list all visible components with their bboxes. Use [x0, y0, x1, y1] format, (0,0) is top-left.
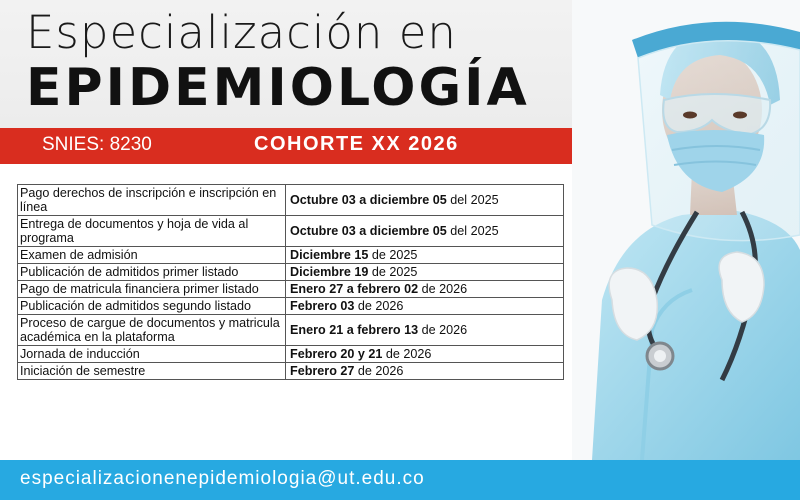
table-row — [18, 247, 564, 264]
page-title-line2: EPIDEMIOLOGÍA — [26, 58, 530, 118]
date-cell — [286, 346, 564, 363]
date-year: de 2025 — [368, 248, 418, 262]
activity-cell: Pago derechos de inscripción e inscripción en línea — [18, 185, 286, 216]
date-year: de 2026 — [418, 323, 468, 337]
activity-cell: Proceso de cargue de documentos y matricula académica en la plataforma — [18, 315, 286, 346]
date-year: de 2026 — [418, 282, 468, 296]
date-year: del 2025 — [446, 193, 499, 207]
date-year: de 2026 — [354, 299, 404, 313]
date-range: Enero 27 a febrero 02 — [290, 282, 419, 296]
date-cell — [286, 264, 564, 281]
activity-cell: Publicación de admitidos segundo listado — [18, 298, 286, 315]
date-cell — [286, 281, 564, 298]
table-row — [18, 185, 564, 216]
date-range: Febrero 27 — [290, 364, 355, 378]
table-row — [18, 363, 564, 380]
snies-code: SNIES: 8230 — [42, 134, 152, 155]
health-worker-image — [572, 0, 800, 460]
date-cell — [286, 247, 564, 264]
date-year: de 2026 — [354, 364, 404, 378]
activity-cell: Iniciación de semestre — [18, 363, 286, 380]
page-title-line1: Especialización en — [26, 6, 457, 59]
date-range: Enero 21 a febrero 13 — [290, 323, 419, 337]
admission-schedule-table — [17, 184, 564, 380]
contact-email-link[interactable]: especializacionenepidemiologia@ut.edu.co — [20, 468, 425, 489]
date-range: Febrero 20 y 21 — [290, 347, 383, 361]
date-cell — [286, 363, 564, 380]
date-range: Octubre 03 a diciembre 05 — [290, 193, 447, 207]
activity-cell: Examen de admisión — [18, 247, 286, 264]
date-cell — [286, 298, 564, 315]
activity-cell: Publicación de admitidos primer listado — [18, 264, 286, 281]
date-range: Febrero 03 — [290, 299, 355, 313]
activity-cell: Jornada de inducción — [18, 346, 286, 363]
table-row — [18, 281, 564, 298]
date-year: de 2025 — [368, 265, 418, 279]
table-row — [18, 216, 564, 247]
date-cell — [286, 216, 564, 247]
date-cell — [286, 315, 564, 346]
date-range: Diciembre 15 — [290, 248, 369, 262]
table-row — [18, 346, 564, 363]
activity-cell: Pago de matricula financiera primer listado — [18, 281, 286, 298]
date-year: de 2026 — [382, 347, 432, 361]
activity-cell: Entrega de documentos y hoja de vida al programa — [18, 216, 286, 247]
date-range: Diciembre 19 — [290, 265, 369, 279]
table-row — [18, 298, 564, 315]
date-year: del 2025 — [446, 224, 499, 238]
cohort-label: COHORTE XX 2026 — [254, 133, 459, 155]
table-row — [18, 315, 564, 346]
table-row — [18, 264, 564, 281]
date-range: Octubre 03 a diciembre 05 — [290, 224, 447, 238]
date-cell — [286, 185, 564, 216]
